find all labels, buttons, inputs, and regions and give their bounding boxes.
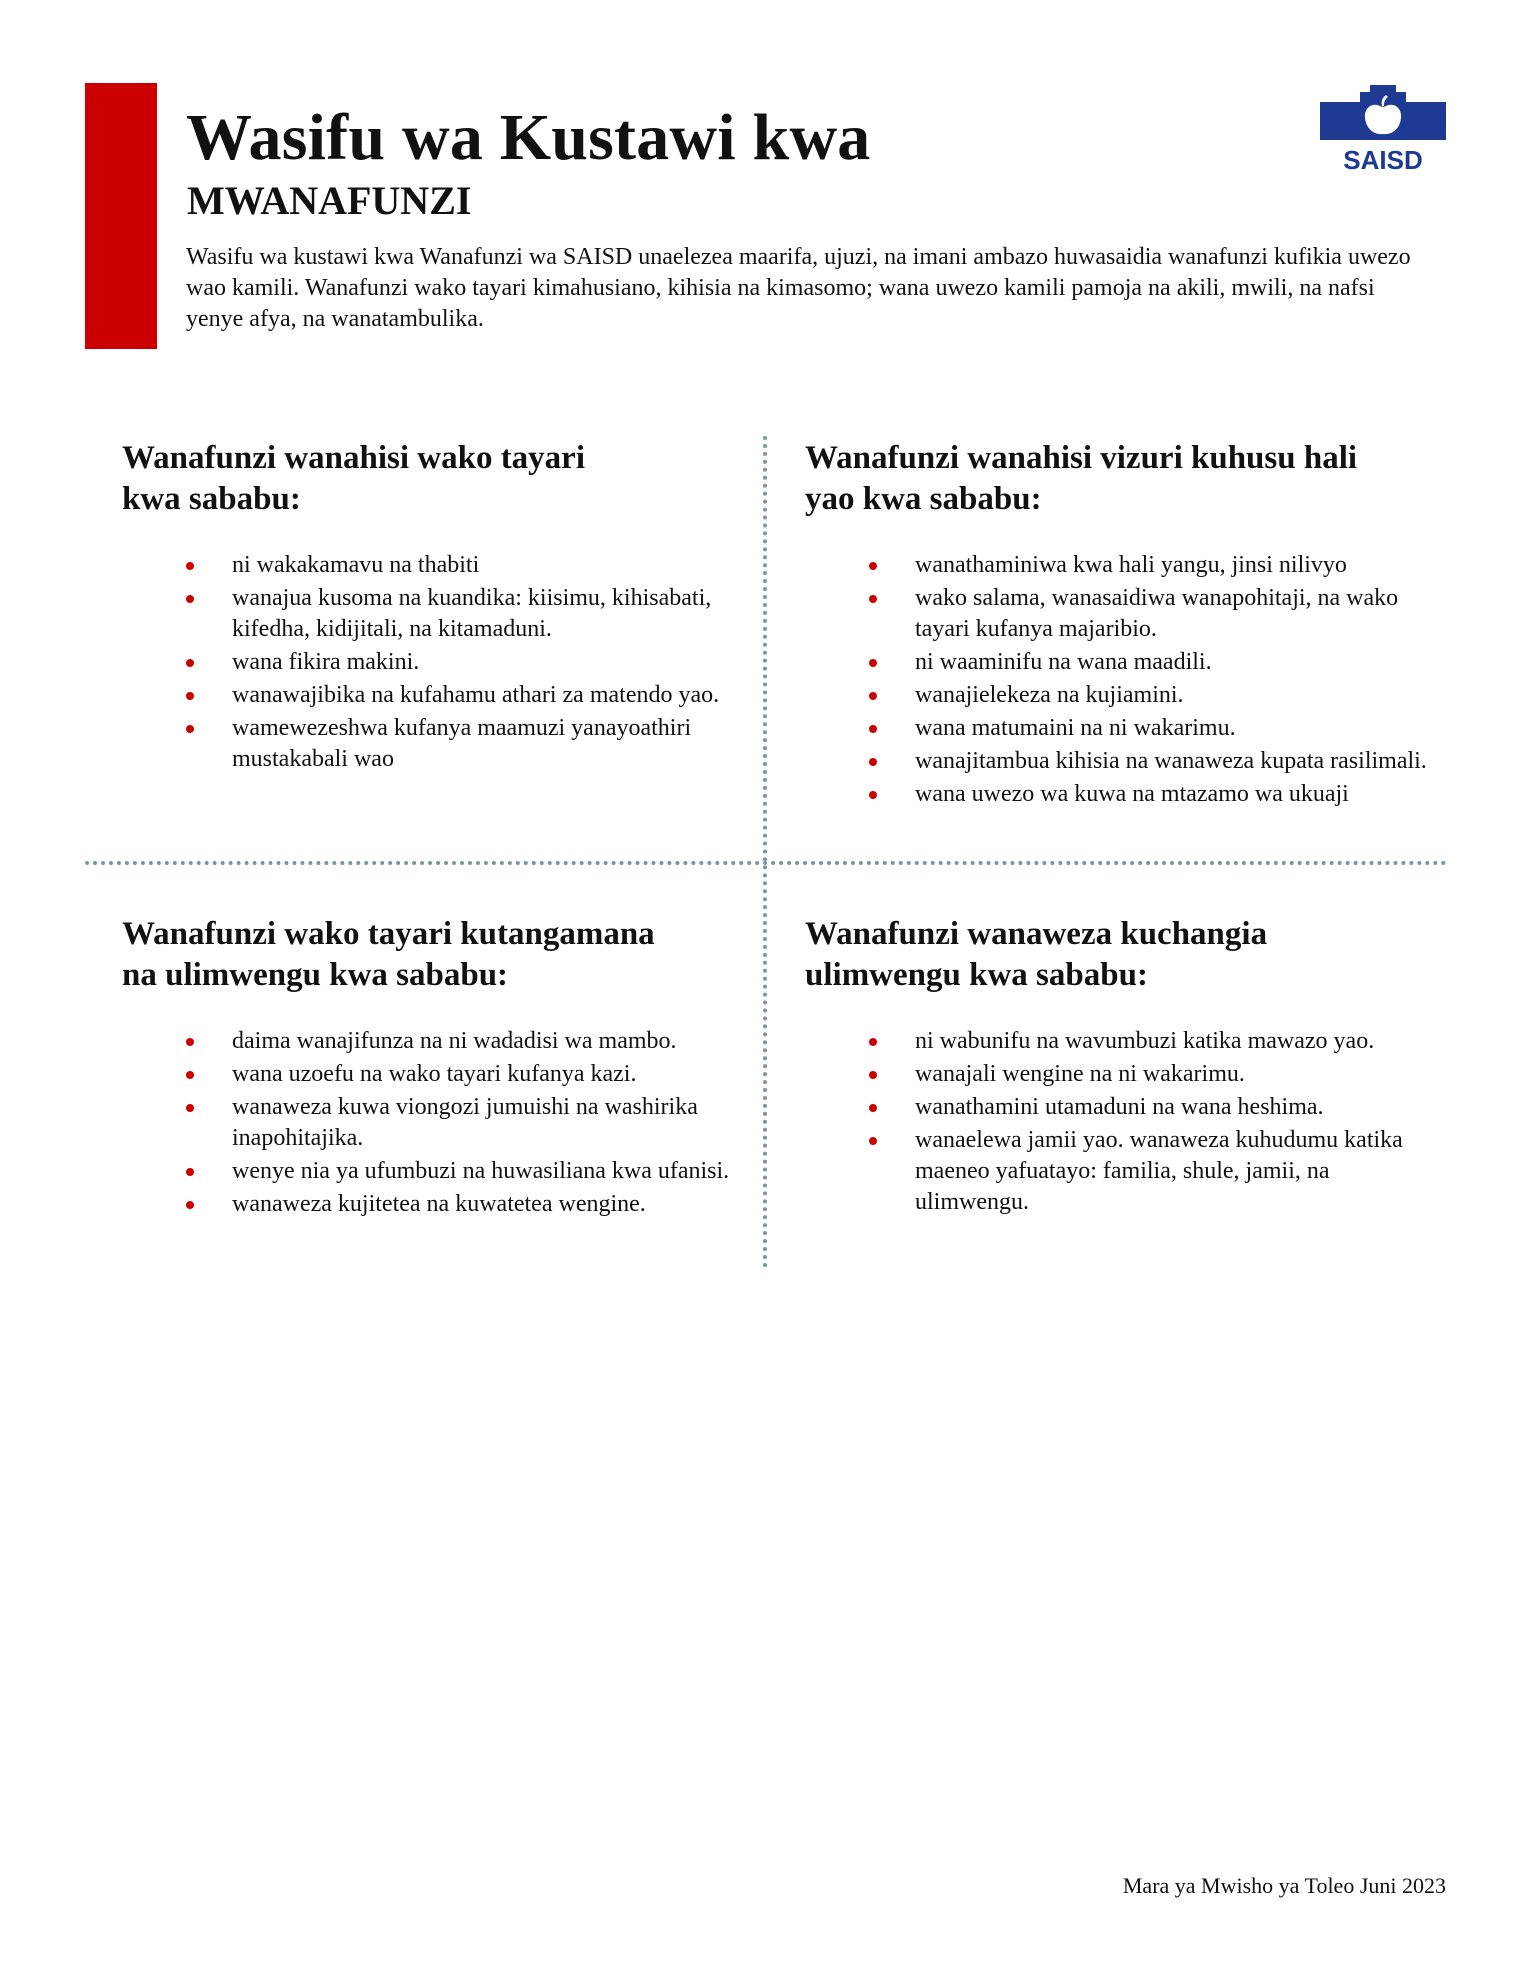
list-item: wana fikira makini. bbox=[122, 647, 732, 678]
quadrant-feel-ready bbox=[122, 438, 732, 772]
bullet-icon bbox=[186, 725, 194, 733]
bullet-icon bbox=[869, 595, 877, 603]
bullet-icon bbox=[186, 692, 194, 700]
list-item: wanajitambua kihisia na wanaweza kupata rasilimali. bbox=[805, 746, 1435, 777]
list-item: daima wanajifunza na ni wadadisi wa mambo. bbox=[122, 1026, 732, 1057]
bullet-icon bbox=[869, 791, 877, 799]
quadrant-engage-world bbox=[122, 914, 732, 1217]
bullet-icon bbox=[186, 1071, 194, 1079]
bullet-icon bbox=[186, 659, 194, 667]
bullet-icon bbox=[186, 595, 194, 603]
quadrant-heading: Wanafunzi wako tayari kutangamana na ulimwengu kwa sababu: bbox=[122, 916, 655, 993]
bullet-icon bbox=[869, 1137, 877, 1145]
saisd-logo bbox=[1320, 82, 1446, 172]
list-item: wana uwezo wa kuwa na mtazamo wa ukuaji bbox=[805, 779, 1435, 810]
bullet-icon bbox=[186, 562, 194, 570]
page-subtitle: MWANAFUNZI bbox=[187, 178, 472, 223]
quadrant-list bbox=[805, 550, 1435, 812]
vertical-divider bbox=[763, 436, 767, 1268]
bullet-icon bbox=[869, 758, 877, 766]
quadrant-heading: Wanafunzi wanaweza kuchangia ulimwengu kwa sababu: bbox=[805, 916, 1268, 993]
bullet-icon bbox=[869, 1038, 877, 1046]
intro-paragraph: Wasifu wa kustawi kwa Wanafunzi wa SAISD unaelezea maarifa, ujuzi, na imani ambazo huwasaidia wanafunzi kufikia uwezo wao kamili. Wanafunzi wako tayari kimahusiano, kihisia na kimasomo; wana uwezo kamili pamoja na akili, mwili, na nafsi yenye afya, na wanatambulika. bbox=[186, 244, 1411, 332]
bullet-icon bbox=[186, 1104, 194, 1112]
saisd-logo-icon bbox=[1320, 82, 1446, 172]
list-item: wanawajibika na kufahamu athari za matendo yao. bbox=[122, 680, 732, 711]
bullet-icon bbox=[869, 692, 877, 700]
bullet-icon bbox=[186, 1168, 194, 1176]
quadrant-heading: Wanafunzi wanahisi vizuri kuhusu hali yao kwa sababu: bbox=[805, 440, 1358, 517]
bullet-icon bbox=[869, 562, 877, 570]
list-item: wenye nia ya ufumbuzi na huwasiliana kwa ufanisi. bbox=[122, 1156, 732, 1187]
bullet-icon bbox=[869, 725, 877, 733]
revision-date: Mara ya Mwisho ya Toleo Juni 2023 bbox=[1122, 1873, 1446, 1898]
list-item: wamewezeshwa kufanya maamuzi yanayoathiri mustakabali wao bbox=[122, 713, 732, 775]
quadrant-list bbox=[122, 550, 732, 777]
list-item: ni wabunifu na wavumbuzi katika mawazo yao. bbox=[805, 1026, 1435, 1057]
quadrant-feel-good bbox=[805, 438, 1435, 807]
list-item: ni waaminifu na wana maadili. bbox=[805, 647, 1435, 678]
list-item: wanajali wengine na ni wakarimu. bbox=[805, 1059, 1435, 1090]
quadrant-list bbox=[805, 1026, 1435, 1220]
quadrant-list bbox=[122, 1026, 732, 1222]
quadrant-heading: Wanafunzi wanahisi wako tayari kwa sababu: bbox=[122, 440, 585, 517]
logo-text: SAISD bbox=[1343, 145, 1423, 172]
quadrant-contribute-world bbox=[805, 914, 1435, 1215]
list-item: wana uzoefu na wako tayari kufanya kazi. bbox=[122, 1059, 732, 1090]
page-title: Wasifu wa Kustawi kwa bbox=[186, 101, 871, 174]
list-item: wako salama, wanasaidiwa wanapohitaji, na wako tayari kufanya majaribio. bbox=[805, 583, 1435, 645]
bullet-icon bbox=[869, 1104, 877, 1112]
list-item: wanajielekeza na kujiamini. bbox=[805, 680, 1435, 711]
horizontal-divider bbox=[85, 861, 1447, 865]
bullet-icon bbox=[186, 1038, 194, 1046]
list-item: wanaweza kuwa viongozi jumuishi na washirika inapohitajika. bbox=[122, 1092, 732, 1154]
bullet-icon bbox=[186, 1201, 194, 1209]
bullet-icon bbox=[869, 659, 877, 667]
list-item: wana matumaini na ni wakarimu. bbox=[805, 713, 1435, 744]
bullet-icon bbox=[869, 1071, 877, 1079]
list-item: wanaweza kujitetea na kuwatetea wengine. bbox=[122, 1189, 732, 1220]
list-item: wanathaminiwa kwa hali yangu, jinsi nilivyo bbox=[805, 550, 1435, 581]
list-item: wanathamini utamaduni na wana heshima. bbox=[805, 1092, 1435, 1123]
list-item: wanajua kusoma na kuandika: kiisimu, kihisabati, kifedha, kidijitali, na kitamaduni. bbox=[122, 583, 732, 645]
list-item: wanaelewa jamii yao. wanaweza kuhudumu katika maeneo yafuatayo: familia, shule, jamii, na ulimwengu. bbox=[805, 1125, 1435, 1218]
accent-bar bbox=[85, 83, 157, 349]
list-item: ni wakakamavu na thabiti bbox=[122, 550, 732, 581]
